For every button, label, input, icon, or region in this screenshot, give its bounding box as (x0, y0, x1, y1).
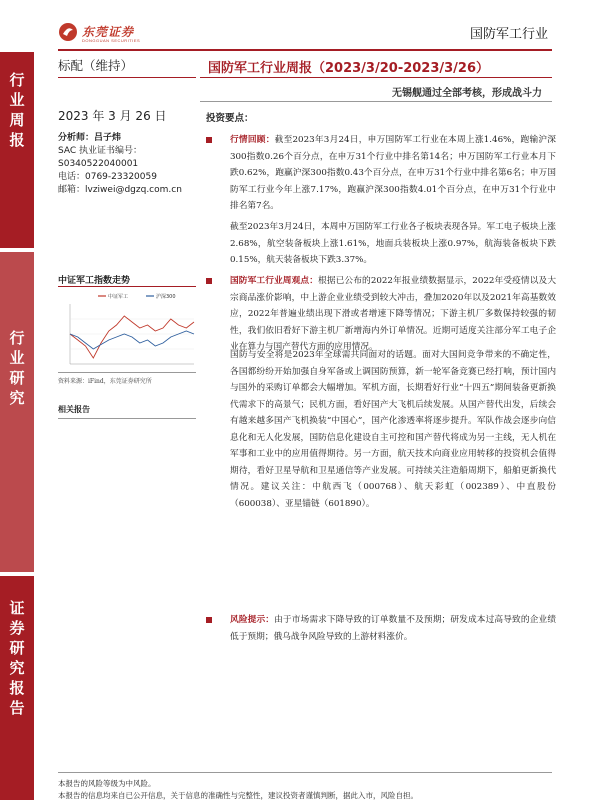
title-divider-right (200, 77, 552, 78)
side-char: 业 (9, 349, 25, 367)
side-bar-weekly (0, 52, 34, 248)
related-reports-heading: 相关报告 (58, 405, 90, 414)
side-label-weekly (0, 70, 34, 150)
bullet-icon (206, 278, 212, 284)
analyst-name: 分析师：吕子炜 (58, 133, 122, 143)
logo-mark-icon (58, 22, 78, 42)
chart-top-divider (58, 286, 196, 287)
footer-risk-level: 本报告的风险等级为中风险。 (58, 779, 156, 788)
defense-outlook-paragraph (206, 347, 556, 512)
side-char: 研 (9, 639, 25, 657)
market-review-paragraph (206, 132, 556, 215)
side-char: 报 (9, 131, 25, 149)
analyst-sac: SAC 执业证书编号： (58, 146, 143, 156)
chart-legend-label: 沪深300 (156, 294, 176, 300)
page-title: 国防军工行业周报（2023/3/20-2023/3/26） (208, 61, 490, 76)
weekly-view-lead: 国防军工行业周观点： (230, 276, 319, 286)
report-date: 2023 年 3 月 26 日 (58, 109, 167, 123)
side-bar-research (0, 252, 34, 572)
footer-disclaimer: 本报告的信息均来自已公开信息，关于信息的准确性与完整性，建议投资者谨慎判断，据此入市，风险自担。 (58, 791, 418, 800)
analyst-phone: 电话：0769-23320059 (58, 172, 157, 182)
title-divider-left (58, 77, 196, 78)
page-subtitle: 无锡舰通过全部考核，形成战斗力 (392, 88, 542, 99)
side-char: 究 (9, 659, 25, 677)
side-char: 行 (9, 71, 25, 89)
subtitle-divider (200, 101, 552, 102)
chart-bottom-divider (58, 372, 196, 373)
side-char: 报 (9, 679, 25, 697)
sub-sector-paragraph (206, 219, 556, 269)
side-char: 究 (9, 389, 25, 407)
risk-warning-lead: 风险提示： (230, 615, 275, 625)
weekly-view-paragraph (206, 273, 556, 356)
side-char: 业 (9, 91, 25, 109)
chart-legend-label: 中证军工 (108, 294, 129, 300)
footer-divider (58, 772, 552, 773)
rating: 标配（维持） (58, 58, 134, 73)
analyst-info (58, 132, 182, 197)
side-char: 周 (9, 111, 25, 129)
chart-title: 中证军工指数走势 (58, 276, 131, 286)
side-char: 行 (9, 329, 25, 347)
side-bar-securities (0, 576, 34, 800)
analyst-sac-no: S0340522040001 (58, 159, 139, 169)
risk-warning-text: 由于市场需求下降导致的订单数量不及预期；研发成本过高导致的企业绩低于预期；俄乌战争风险导致的上游材料涨价。 (230, 615, 557, 642)
side-char: 研 (9, 369, 25, 387)
risk-warning-paragraph (206, 612, 556, 645)
company-logo (58, 22, 168, 44)
bullet-icon (206, 137, 212, 143)
side-char: 告 (9, 699, 25, 717)
industry-tag: 国防军工行业 (469, 27, 548, 42)
weekly-view-text: 根据已公布的2022年报业绩数据显示，2022年受疫情以及大宗商品涨价影响，中上游企业业绩受到较大冲击，叠加2020年以及2021年高基数效应，2022年普遍业绩出现下滑或者增速下降等情况；下游主机厂多数保持较强的韧性，我们依旧看好下游主机厂新增海内外订单情况。近期可适度关注部分军工电子企业在算力与国产替代方面的应用情况。 (230, 276, 557, 352)
market-review-text: 截至2023年3月24日，申万国防军工行业在本周上涨1.46%，跑输沪深300指数0.26个百分点，在申万31个行业中排名第14名；申万国防军工行业本月下跌0.62%，跑赢沪深300指数0.43个百分点，在申万31个行业中排名第6名；申万国防军工行业今年上涨7.17%，跑赢沪深300指数4.01个百分点，在申万31个行业中排名第7名。 (230, 135, 556, 211)
chart-source: 资料来源：iFind，东莞证券研究所 (58, 378, 152, 385)
market-review-lead: 行情回顾： (230, 135, 275, 145)
side-char: 券 (9, 619, 25, 637)
defense-outlook-text: 国防与安全将是2023年全球需共同面对的话题。面对大国间竞争带来的不确定性，各国都纷纷开始加强自身军备或上调国防预算，新一轮军备竞赛已经打响，预计国内与国外的采购订单都会大幅增加。军机方面，长期看好行业“十四五”期间装备更新换代需求下的高景气；民机方面，看好国产大飞机后续发展。从国产替代出发，后续会有越来越多国产飞机换装“中国心”，国产化渗透率将逐步提升。军队作战会逐步向信息化和无人化发展，国防信息化建设自主可控和国产替代将成为另一主线，无人机在军事和工业中的应用值得期待。另一方面，航天技术向商业应用转移的投资机会值得期待，看好卫星导航和卫星通信等产业发展。可持续关注造船周期下，船舶更新换代情况。建议关注：中航西飞（000768）、航天彩虹（002389）、中直股份（600038）、亚星锚链（601890）。 (230, 350, 556, 509)
bullet-icon (206, 617, 212, 623)
index-trend-chart (58, 290, 198, 372)
side-char: 证 (9, 599, 25, 617)
chart-series-line (70, 331, 194, 349)
sub-sector-text: 截至2023年3月24日，本周申万国防军工行业各子板块表现各异。军工电子板块上涨2.68%，航空装备板块上涨1.61%，地面兵装板块上涨0.97%，航海装备板块下跌0.15%，航天装备板块下跌3.37%。 (230, 222, 556, 265)
header-divider (58, 49, 552, 51)
side-label-securities (0, 598, 34, 718)
logo-text: 东莞证券 (82, 25, 135, 39)
analyst-email: 邮箱：lvziwei@dgzq.com.cn (58, 185, 182, 195)
logo-subtext: DONGGUAN SECURITIES (82, 38, 141, 43)
side-label-research (0, 328, 34, 408)
investment-points-heading: 投资要点： (206, 113, 254, 124)
related-divider (58, 418, 196, 419)
